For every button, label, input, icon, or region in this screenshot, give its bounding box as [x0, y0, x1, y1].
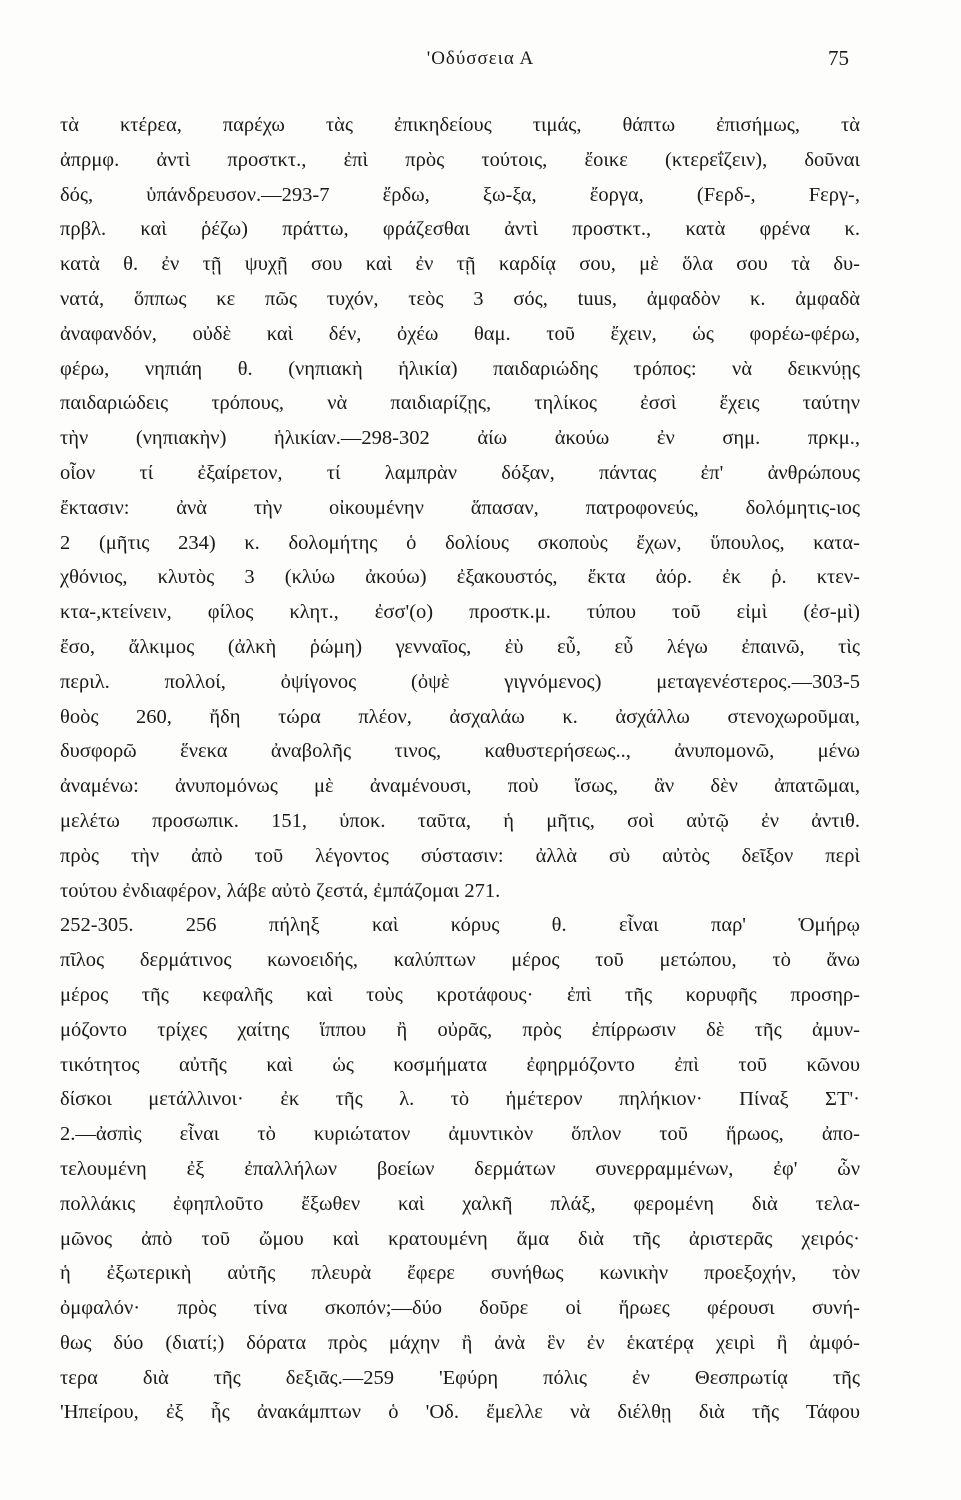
- running-head: [0, 44, 961, 74]
- text-line: τερα διὰ τῆς δεξιᾶς.—259 'Εφύρη πόλις ἐν Θεσπρωτίᾳ τῆς: [60, 1366, 860, 1389]
- text-line: μέρος τῆς κεφαλῆς καὶ τοὺς κροτάφους· ἐπὶ τῆς κορυφῆς προσηρ-: [60, 983, 860, 1006]
- text-line: δίσκοι μετάλλινοι· ἐκ τῆς λ. τὸ ἡμέτερον πηλήκιον· Πίναξ ΣΤ'·: [60, 1088, 860, 1111]
- text-line: θως δύο (διατί;) δόρατα πρὸς μάχην ἢ ἀνὰ ἓν ἐν ἑκατέρᾳ χειρὶ ἢ ἀμφό-: [60, 1331, 860, 1354]
- text-line: χθόνιος, κλυτὸς 3 (κλύω ἀκούω) ἐξακουστός, ἔκτα ἀόρ. ἐκ ῥ. κτεν-: [60, 566, 860, 589]
- text-line: τελουμένη ἐξ ἐπαλλήλων βοείων δερμάτων συνερραμμένων, ἐφ' ὧν: [60, 1157, 860, 1180]
- text-line: 'Ηπείρου, ἐξ ἧς ἀνακάμπτων ὁ 'Οδ. ἔμελλε νὰ διέλθῃ διὰ τῆς Τάφου: [60, 1401, 860, 1424]
- text-line: δυσφορῶ ἕνεκα ἀναβολῆς τινος, καθυστερήσεως.., ἀνυπομονῶ, μένω: [60, 740, 860, 763]
- text-line: μῶνος ἀπὸ τοῦ ὤμου καὶ κρατουμένη ἅμα διὰ τῆς ἀριστερᾶς χειρός·: [60, 1227, 860, 1250]
- text-line: πρβλ. καὶ ῥέζω) πράττω, φράζεσθαι ἀντὶ προστκτ., κατὰ φρένα κ.: [60, 218, 860, 241]
- text-line: θοὸς 260, ἤδη τώρα πλέον, ἀσχαλάω κ. ἀσχάλλω στενοχωροῦμαι,: [60, 705, 860, 728]
- running-title: 'Οδύσσεια Α: [426, 48, 535, 69]
- text-line: πολλάκις ἐφηπλοῦτο ἔξωθεν καὶ χαλκῆ πλάξ, φερομένη διὰ τελα-: [60, 1192, 860, 1215]
- text-line: ἔκτασιν: ἀνὰ τὴν οἰκουμένην ἅπασαν, πατροφονεύς, δολόμητις-ιος: [60, 496, 860, 519]
- text-line: πρὸς τὴν ἀπὸ τοῦ λέγοντος σύστασιν: ἀλλὰ σὺ αὐτὸς δεῖξον περὶ: [60, 844, 860, 867]
- text-line: παιδαριώδεις τρόπους, νὰ παιδιαρίζῃς, τηλίκος ἐσσὶ ἔχεις ταύτην: [60, 392, 860, 415]
- text-line: 2.—ἀσπὶς εἶναι τὸ κυριώτατον ἀμυντικὸν ὅπλον τοῦ ἥρωος, ἀπο-: [60, 1123, 860, 1146]
- text-line: ἔσο, ἄλκιμος (ἀλκὴ ῥώμη) γενναῖος, ἐὺ εὖ, εὖ λέγω ἐπαινῶ, τὶς: [60, 635, 860, 658]
- text-line: ἀναμένω: ἀνυπομόνως μὲ ἀναμένουσι, ποὺ ἴσως, ἂν δὲν ἀπατῶμαι,: [60, 775, 860, 798]
- text-line: νατά, ὅππως κε πῶς τυχόν, τεὸς 3 σός, tuus, ἀμφαδὸν κ. ἀμφαδὰ: [60, 287, 860, 310]
- text-line: τὰ κτέρεα, παρέχω τὰς ἐπικηδείους τιμάς, θάπτω ἐπισήμως, τὰ: [60, 114, 860, 136]
- text-line: μελέτω προσωπικ. 151, ὑποκ. ταῦτα, ἡ μῆτις, σοὶ αὐτῷ ἐν ἀντιθ.: [60, 809, 860, 832]
- text-line: ὀμφαλόν· πρὸς τίνα σκοπόν;—δύο δοῦρε οἱ ἥρωες φέρουσι συνή-: [60, 1297, 860, 1320]
- text-line: φέρω, νηπιάη θ. (νηπιακὴ ἡλικία) παιδαριώδης τρόπος: νὰ δεικνύῃς: [60, 357, 860, 380]
- text-line: κτα-,κτείνειν, φίλος κλητ., ἐσσ'(ο) προστκ.μ. τύπου τοῦ εἰμὶ (ἐσ-μὶ): [60, 601, 860, 624]
- page-number: 75: [828, 46, 849, 70]
- commentary-text: [60, 108, 860, 1430]
- text-line: ἡ ἐξωτερικὴ αὐτῆς πλευρὰ ἔφερε συνήθως κωνικὴν προεξοχήν, τὸν: [60, 1262, 860, 1285]
- text-line: τικότητος αὐτῆς καὶ ὡς κοσμήματα ἐφηρμόζοντο ἐπὶ τοῦ κῶνου: [60, 1053, 860, 1076]
- text-line: κατὰ θ. ἐν τῇ ψυχῇ σου καὶ ἐν τῇ καρδίᾳ σου, μὲ ὅλα σου τὰ δυ-: [60, 253, 860, 276]
- text-line: 252-305. 256 πήληξ καὶ κόρυς θ. εἶναι παρ' Ὁμήρῳ: [60, 914, 860, 937]
- text-line: τούτου ἐνδιαφέρον, λάβε αὐτὸ ζεστά, ἐμπάζομαι 271.: [60, 879, 501, 902]
- text-line: ἀναφανδόν, οὐδὲ καὶ δέν, ὀχέω θαμ. τοῦ ἔχειν, ὡς φορέω-φέρω,: [60, 322, 860, 345]
- text-line: τὴν (νηπιακὴν) ἡλικίαν.—298-302 ἀίω ἀκούω ἐν σημ. πρκμ.,: [60, 427, 860, 450]
- text-line: περιλ. πολλοί, ὀψίγονος (ὀψὲ γιγνόμενος) μεταγενέστερος.—303-5: [60, 670, 860, 693]
- text-line: οἷον τί ἐξαίρετον, τί λαμπρὰν δόξαν, πάντας ἐπ' ἀνθρώπους: [60, 461, 860, 484]
- text-line: ἀπρμφ. ἀντὶ προστκτ., ἐπὶ πρὸς τούτοις, ἔοικε (κτερεΐζειν), δοῦναι: [60, 148, 860, 171]
- text-line: δός, ὑπάνδρευσον.—293-7 ἔρδω, ξω-ξα, ἔοργα, (Fερδ-, Fεργ-,: [60, 183, 860, 206]
- text-line: 2 (μῆτις 234) κ. δολομήτης ὁ δολίους σκοποὺς ἔχων, ὕπουλος, κατα-: [60, 531, 860, 554]
- text-line: πῖλος δερμάτινος κωνοειδής, καλύπτων μέρος τοῦ μετώπου, τὸ ἄνω: [60, 949, 860, 972]
- text-line: μόζοντο τρίχες χαίτης ἵππου ἢ οὐρᾶς, πρὸς ἐπίρρωσιν δὲ τῆς ἀμυν-: [60, 1018, 860, 1041]
